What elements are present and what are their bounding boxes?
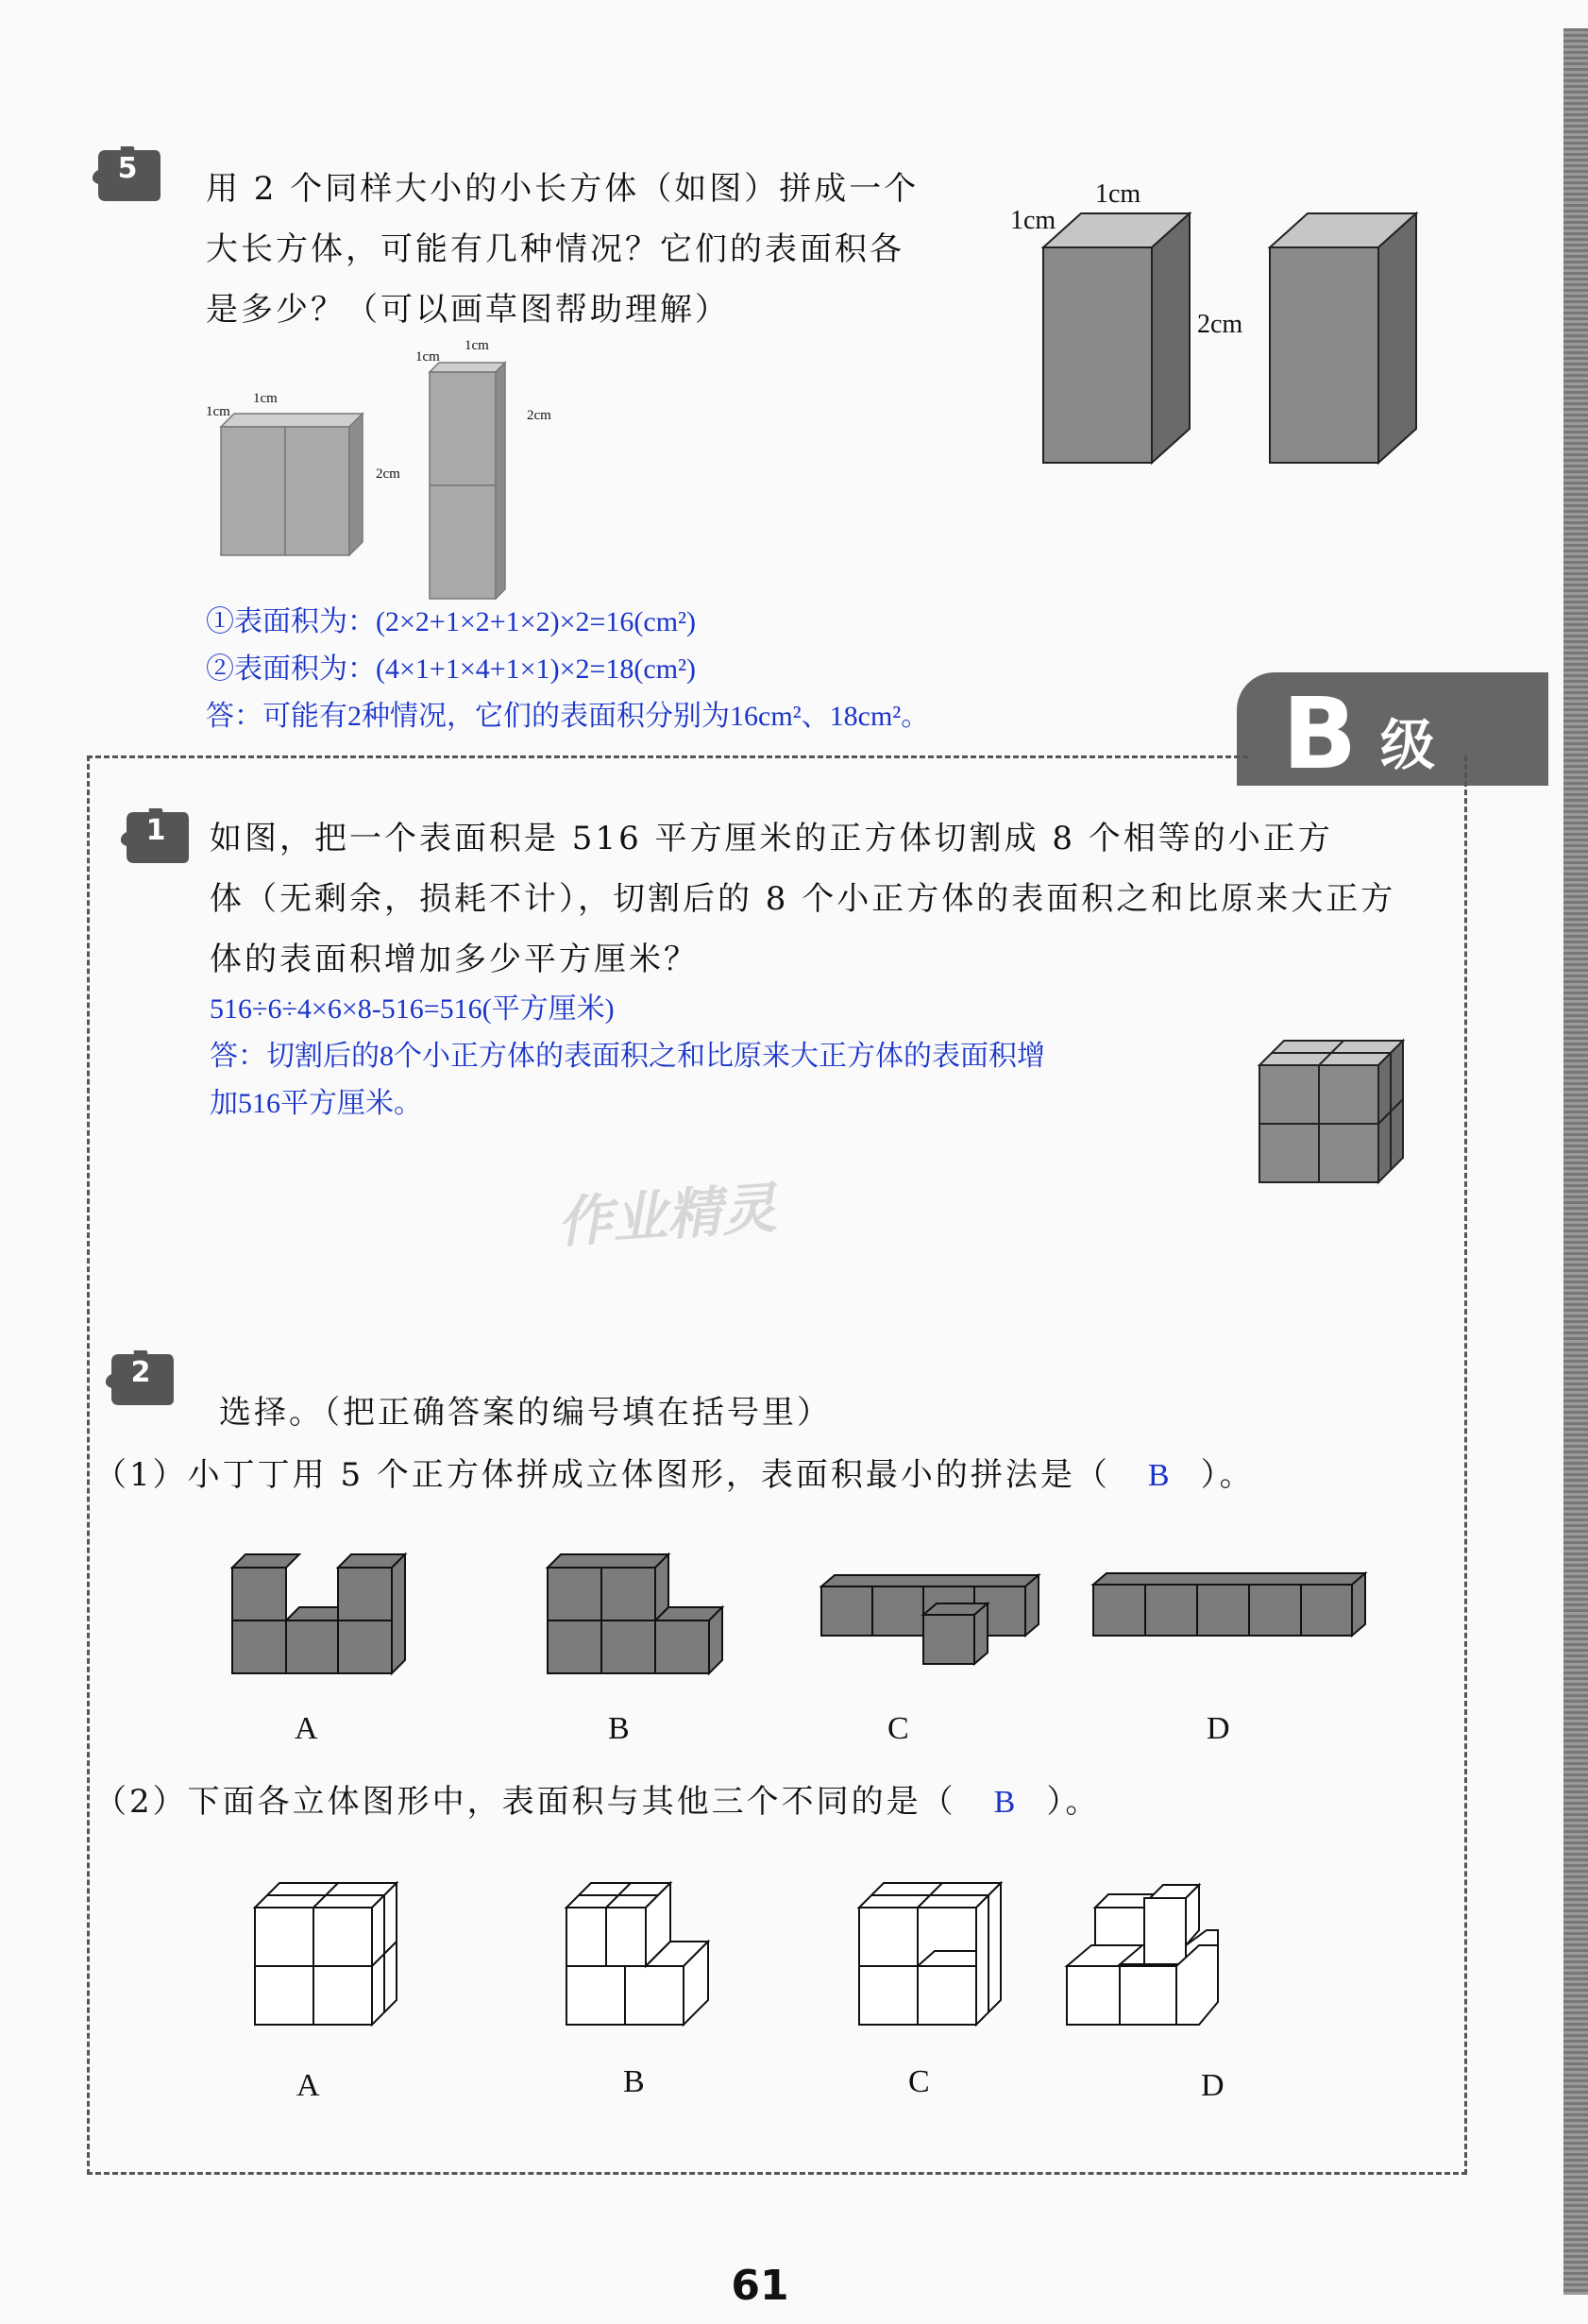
problem-1-line-3: 体的表面积增加多少平方厘米？ (210, 941, 699, 978)
grade-label: 级 (1380, 713, 1436, 777)
watermark: 作业精灵 (555, 1175, 779, 1255)
q2-options-figures (245, 1870, 1322, 2040)
problem-2-q1 (94, 1445, 1255, 1506)
sketch-2-label-1cm-a: 1cm (415, 349, 440, 365)
problem-1-answer-a: 答：切割后的8个小正方体的表面积之和比原来大正方体的表面积增 (210, 1041, 1045, 1072)
problem-1-line-1: 如图，把一个表面积是 516 平方厘米的正方体切割成 8 个相等的小正方 (210, 820, 1333, 857)
problem-1-calc: 516÷6÷4×6×8-516=516(平方厘米) (210, 993, 615, 1025)
sketch-1-label-1cm-a: 1cm (206, 404, 230, 419)
problem-2-q2 (94, 1772, 1100, 1833)
problem-2-badge (106, 1350, 176, 1407)
sketch-2-label-2cm: 2cm (527, 408, 551, 423)
problem-1-cube-figure (1256, 1037, 1407, 1188)
q2-option-b: B (623, 2064, 645, 2099)
problem-5-line-2: 大长方体，可能有几种情况？它们的表面积各 (206, 230, 904, 268)
problem-5-answer-sketch (217, 349, 529, 600)
fig-label-1cm-depth: 1cm (1010, 206, 1056, 235)
page-edge-strip (1563, 28, 1588, 2295)
problem-5-number: 5 (117, 152, 138, 185)
q2-option-a: A (296, 2068, 320, 2103)
problem-2-title: 选择。（把正确答案的编号填在括号里） (219, 1394, 832, 1432)
problem-1-answer-b: 加516平方厘米。 (210, 1088, 422, 1119)
problem-5-answer-2: ②表面积为：(4×1+1×4+1×1)×2=18(cm²) (206, 653, 697, 685)
problem-5-line-1: 用 2 个同样大小的小长方体（如图）拼成一个 (206, 170, 920, 208)
problem-5-answer-3: 答：可能有2种情况，它们的表面积分别为16cm²、18cm²。 (206, 701, 930, 732)
q1-option-c: C (887, 1711, 909, 1746)
sketch-1-label-2cm: 2cm (376, 466, 400, 482)
q2-text: （2）下面各立体图形中，表面积与其他三个不同的是（ (94, 1783, 956, 1821)
problem-2-number: 2 (130, 1356, 151, 1389)
q1-answer: B (1147, 1458, 1173, 1493)
page-number: 61 (731, 2262, 789, 2310)
q1-option-a: A (295, 1711, 318, 1746)
problem-5-badge (93, 146, 162, 203)
problem-5-answer-1: ①表面积为：(2×2+1×2+1×2)×2=16(cm²) (206, 606, 697, 637)
q1-close: ）。 (1200, 1456, 1255, 1494)
sketch-1-label-1cm-b: 1cm (253, 391, 278, 406)
problem-1-line-2: 体（无剩余，损耗不计），切割后的 8 个小正方体的表面积之和比原来大正方 (210, 880, 1396, 918)
q2-answer: B (993, 1785, 1019, 1820)
q1-text: （1）小丁丁用 5 个正方体拼成立体图形，表面积最小的拼法是（ (94, 1456, 1110, 1494)
q1-option-b: B (608, 1711, 630, 1746)
fig-label-2cm-height: 2cm (1197, 310, 1243, 339)
sketch-2-label-1cm-b: 1cm (465, 338, 489, 353)
q2-close: ）。 (1046, 1783, 1101, 1821)
q2-option-c: C (908, 2064, 930, 2099)
q1-option-d: D (1207, 1711, 1230, 1746)
problem-5-line-3: 是多少？（可以画草图帮助理解） (206, 291, 730, 329)
fig-label-1cm-width: 1cm (1095, 179, 1141, 209)
grade-letter: B (1282, 676, 1358, 791)
problem-1-number: 1 (145, 814, 166, 847)
problem-1-badge (121, 808, 191, 865)
q2-option-d: D (1201, 2068, 1225, 2103)
q1-options-figures (227, 1549, 1397, 1690)
